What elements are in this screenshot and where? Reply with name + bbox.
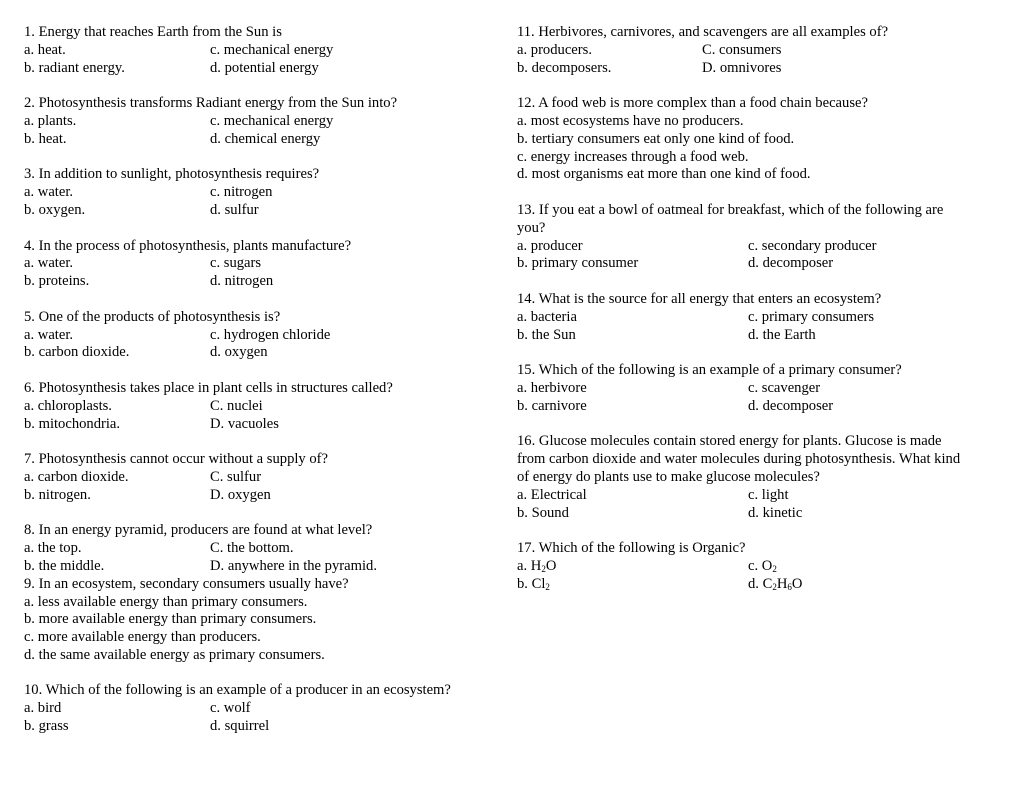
answer-row bbox=[517, 558, 997, 576]
answer-row bbox=[517, 42, 997, 60]
answer-a: a. the top. bbox=[24, 540, 82, 557]
answer-c: C. sulfur bbox=[210, 468, 262, 485]
answer-b: b. the middle. bbox=[24, 557, 105, 574]
answer-row bbox=[24, 113, 494, 131]
answer-a: a. bacteria bbox=[517, 308, 577, 325]
answer-row bbox=[24, 558, 494, 576]
question-text: Which of the following is an example of a producer in an ecosystem? bbox=[45, 682, 451, 699]
answer-row bbox=[24, 131, 494, 149]
answer-row bbox=[517, 487, 997, 505]
answer-row bbox=[24, 718, 494, 736]
answer-d: d. nitrogen bbox=[210, 273, 274, 290]
answer-a: a. Electrical bbox=[517, 486, 587, 503]
answer-c: c. energy increases through a food web. bbox=[517, 148, 749, 165]
answer-a: a. water. bbox=[24, 184, 74, 201]
answer-b: b. decomposers. bbox=[517, 59, 612, 76]
question-6 bbox=[24, 380, 494, 398]
answer-row bbox=[24, 344, 494, 362]
answer-d: d. kinetic bbox=[748, 504, 803, 521]
answer-row bbox=[517, 505, 997, 523]
question-text-cont: from carbon dioxide and water molecules during photosynthesis. What kind bbox=[517, 451, 961, 468]
question-number: 7. bbox=[24, 451, 35, 468]
answer-d: d. oxygen bbox=[210, 344, 268, 361]
question-17 bbox=[517, 540, 997, 558]
answer-c: c. wolf bbox=[210, 700, 251, 717]
answer-b: b. carbon dioxide. bbox=[24, 344, 130, 361]
answer-c: c. $O_2$ bbox=[748, 557, 777, 574]
answer-b: b. grass bbox=[24, 718, 69, 735]
answer-a: a. herbivore bbox=[517, 379, 587, 396]
question-number: 12. bbox=[517, 95, 536, 112]
answer-a: a. water. bbox=[24, 255, 74, 272]
answer-a: a. most ecosystems have no producers. bbox=[517, 112, 744, 129]
question-number: 10. bbox=[24, 682, 43, 699]
question-text: Herbivores, carnivores, and scavengers are all examples of? bbox=[538, 24, 889, 40]
answer-row bbox=[517, 60, 997, 78]
question-12 bbox=[517, 95, 997, 113]
answer-row bbox=[517, 398, 997, 416]
question-number: 11. bbox=[517, 24, 535, 40]
question-15 bbox=[517, 362, 997, 380]
question-text: Energy that reaches Earth from the Sun is bbox=[38, 24, 282, 40]
answer-row bbox=[24, 416, 494, 434]
question-text: In the process of photosynthesis, plants manufacture? bbox=[38, 237, 352, 254]
question-text: If you eat a bowl of oatmeal for breakfast, which of the following are bbox=[538, 201, 944, 218]
answer-a: a. bird bbox=[24, 700, 62, 717]
answer-c: c. hydrogen chloride bbox=[210, 326, 331, 343]
question-text: Glucose molecules contain stored energy for plants. Glucose is made bbox=[538, 433, 942, 450]
answer-d: d. the same available energy as primary consumers. bbox=[24, 646, 325, 663]
answer-c: c. sugars bbox=[210, 255, 262, 272]
answer-row bbox=[24, 469, 494, 487]
answer-c: C. nuclei bbox=[210, 397, 263, 414]
answer-row bbox=[517, 380, 997, 398]
question-5 bbox=[24, 309, 494, 327]
answer-b: b. mitochondria. bbox=[24, 415, 121, 432]
question-8 bbox=[24, 522, 494, 540]
answer-a: a. carbon dioxide. bbox=[24, 468, 129, 485]
answer-b: b. the Sun bbox=[517, 326, 576, 343]
answer-b: b. carnivore bbox=[517, 397, 587, 414]
answer-b: b. $Cl_2$ bbox=[517, 575, 550, 592]
question-text: Photosynthesis cannot occur without a supply of? bbox=[38, 451, 329, 468]
answer-d: D. anywhere in the pyramid. bbox=[210, 557, 377, 574]
question-number: 8. bbox=[24, 522, 35, 539]
answer-a: a. less available energy than primary consumers. bbox=[24, 593, 308, 610]
answer-c: C. the bottom. bbox=[210, 540, 294, 557]
answer-a: a. heat. bbox=[24, 41, 66, 58]
question-number: 13. bbox=[517, 201, 536, 218]
question-text: What is the source for all energy that enters an ecosystem? bbox=[538, 290, 882, 307]
question-9 bbox=[24, 576, 494, 594]
answer-c: c. nitrogen bbox=[210, 184, 273, 201]
question-2 bbox=[24, 95, 494, 113]
question-text: In addition to sunlight, photosynthesis requires? bbox=[38, 166, 320, 183]
question-3 bbox=[24, 166, 494, 184]
answer-c: c. light bbox=[748, 486, 789, 503]
answer-a: a. water. bbox=[24, 326, 74, 343]
answer-b: b. oxygen. bbox=[24, 201, 86, 218]
answer-row bbox=[517, 309, 997, 327]
question-4 bbox=[24, 238, 494, 256]
answer-b: b. more available energy than primary consumers. bbox=[24, 611, 317, 628]
answer-b: b. radiant energy. bbox=[24, 59, 125, 76]
question-number: 16. bbox=[517, 433, 536, 450]
answer-d: d. sulfur bbox=[210, 201, 259, 218]
answer-row bbox=[517, 327, 997, 345]
answer-d: d. decomposer bbox=[748, 397, 834, 414]
answer-row bbox=[24, 487, 494, 505]
answer-d: d. $C_2H_6O$ bbox=[748, 575, 803, 592]
answer-row bbox=[24, 184, 494, 202]
question-text: In an energy pyramid, producers are found at what level? bbox=[38, 522, 373, 539]
answer-a: a. $H_2O$ bbox=[517, 557, 557, 574]
question-number: 5. bbox=[24, 308, 35, 325]
question-text-cont: of energy do plants use to make glucose molecules? bbox=[517, 468, 820, 485]
question-number: 2. bbox=[24, 95, 35, 112]
answer-d: d. most organisms eat more than one kind of food. bbox=[517, 166, 811, 183]
left-column bbox=[24, 24, 494, 736]
answer-d: d. potential energy bbox=[210, 59, 319, 76]
question-10 bbox=[24, 682, 494, 700]
question-text: Photosynthesis takes place in plant cells in structures called? bbox=[38, 379, 393, 396]
question-16 bbox=[517, 433, 997, 451]
answer-c: c. scavenger bbox=[748, 379, 821, 396]
question-text: A food web is more complex than a food chain because? bbox=[538, 95, 868, 112]
question-13 bbox=[517, 202, 997, 220]
answer-row bbox=[24, 327, 494, 345]
question-text: Which of the following is an example of a primary consumer? bbox=[538, 362, 902, 379]
question-text: In an ecosystem, secondary consumers usually have? bbox=[38, 575, 349, 592]
answer-c: c. mechanical energy bbox=[210, 41, 334, 58]
answer-row bbox=[24, 700, 494, 718]
answer-c: c. primary consumers bbox=[748, 308, 875, 325]
answer-c: c. mechanical energy bbox=[210, 112, 334, 129]
question-number: 17. bbox=[517, 540, 536, 557]
answer-d: d. squirrel bbox=[210, 718, 270, 735]
question-number: 15. bbox=[517, 362, 536, 379]
answer-d: D. vacuoles bbox=[210, 415, 279, 432]
answer-b: b. tertiary consumers eat only one kind of food. bbox=[517, 130, 795, 147]
question-number: 4. bbox=[24, 237, 35, 254]
answer-row bbox=[24, 255, 494, 273]
answer-row bbox=[517, 255, 997, 273]
answer-c: C. consumers bbox=[702, 41, 782, 58]
answer-c: c. secondary producer bbox=[748, 237, 877, 254]
question-7 bbox=[24, 451, 494, 469]
question-text: Photosynthesis transforms Radiant energy from the Sun into? bbox=[38, 95, 398, 112]
answer-b: b. proteins. bbox=[24, 273, 90, 290]
question-number: 9. bbox=[24, 575, 35, 592]
question-number: 6. bbox=[24, 379, 35, 396]
answer-d: d. the Earth bbox=[748, 326, 816, 343]
answer-b: b. primary consumer bbox=[517, 255, 639, 272]
answer-row bbox=[24, 540, 494, 558]
answer-row bbox=[24, 398, 494, 416]
question-number: 1. bbox=[24, 24, 35, 40]
answer-c: c. more available energy than producers. bbox=[24, 629, 261, 646]
answer-d: D. omnivores bbox=[702, 59, 782, 76]
question-14 bbox=[517, 291, 997, 309]
answer-row bbox=[517, 238, 997, 256]
answer-row bbox=[24, 273, 494, 291]
answer-row bbox=[24, 202, 494, 220]
answer-d: d. decomposer bbox=[748, 255, 834, 272]
answer-b: b. nitrogen. bbox=[24, 486, 91, 503]
answer-d: d. chemical energy bbox=[210, 130, 321, 147]
right-column bbox=[517, 24, 997, 594]
answer-row bbox=[517, 576, 997, 594]
answer-a: a. producer bbox=[517, 237, 583, 254]
question-11 bbox=[517, 24, 997, 42]
question-number: 3. bbox=[24, 166, 35, 183]
question-text: One of the products of photosynthesis is? bbox=[38, 308, 281, 325]
answer-a: a. plants. bbox=[24, 112, 77, 129]
question-1 bbox=[24, 24, 494, 42]
answer-b: b. Sound bbox=[517, 504, 569, 521]
answer-row bbox=[24, 60, 494, 78]
question-text: Which of the following is Organic? bbox=[538, 540, 746, 557]
question-number: 14. bbox=[517, 290, 536, 307]
answer-a: a. chloroplasts. bbox=[24, 397, 112, 414]
answer-row bbox=[24, 42, 494, 60]
question-text-cont: you? bbox=[517, 219, 546, 236]
answer-d: D. oxygen bbox=[210, 486, 271, 503]
answer-b: b. heat. bbox=[24, 130, 67, 147]
answer-a: a. producers. bbox=[517, 41, 592, 58]
